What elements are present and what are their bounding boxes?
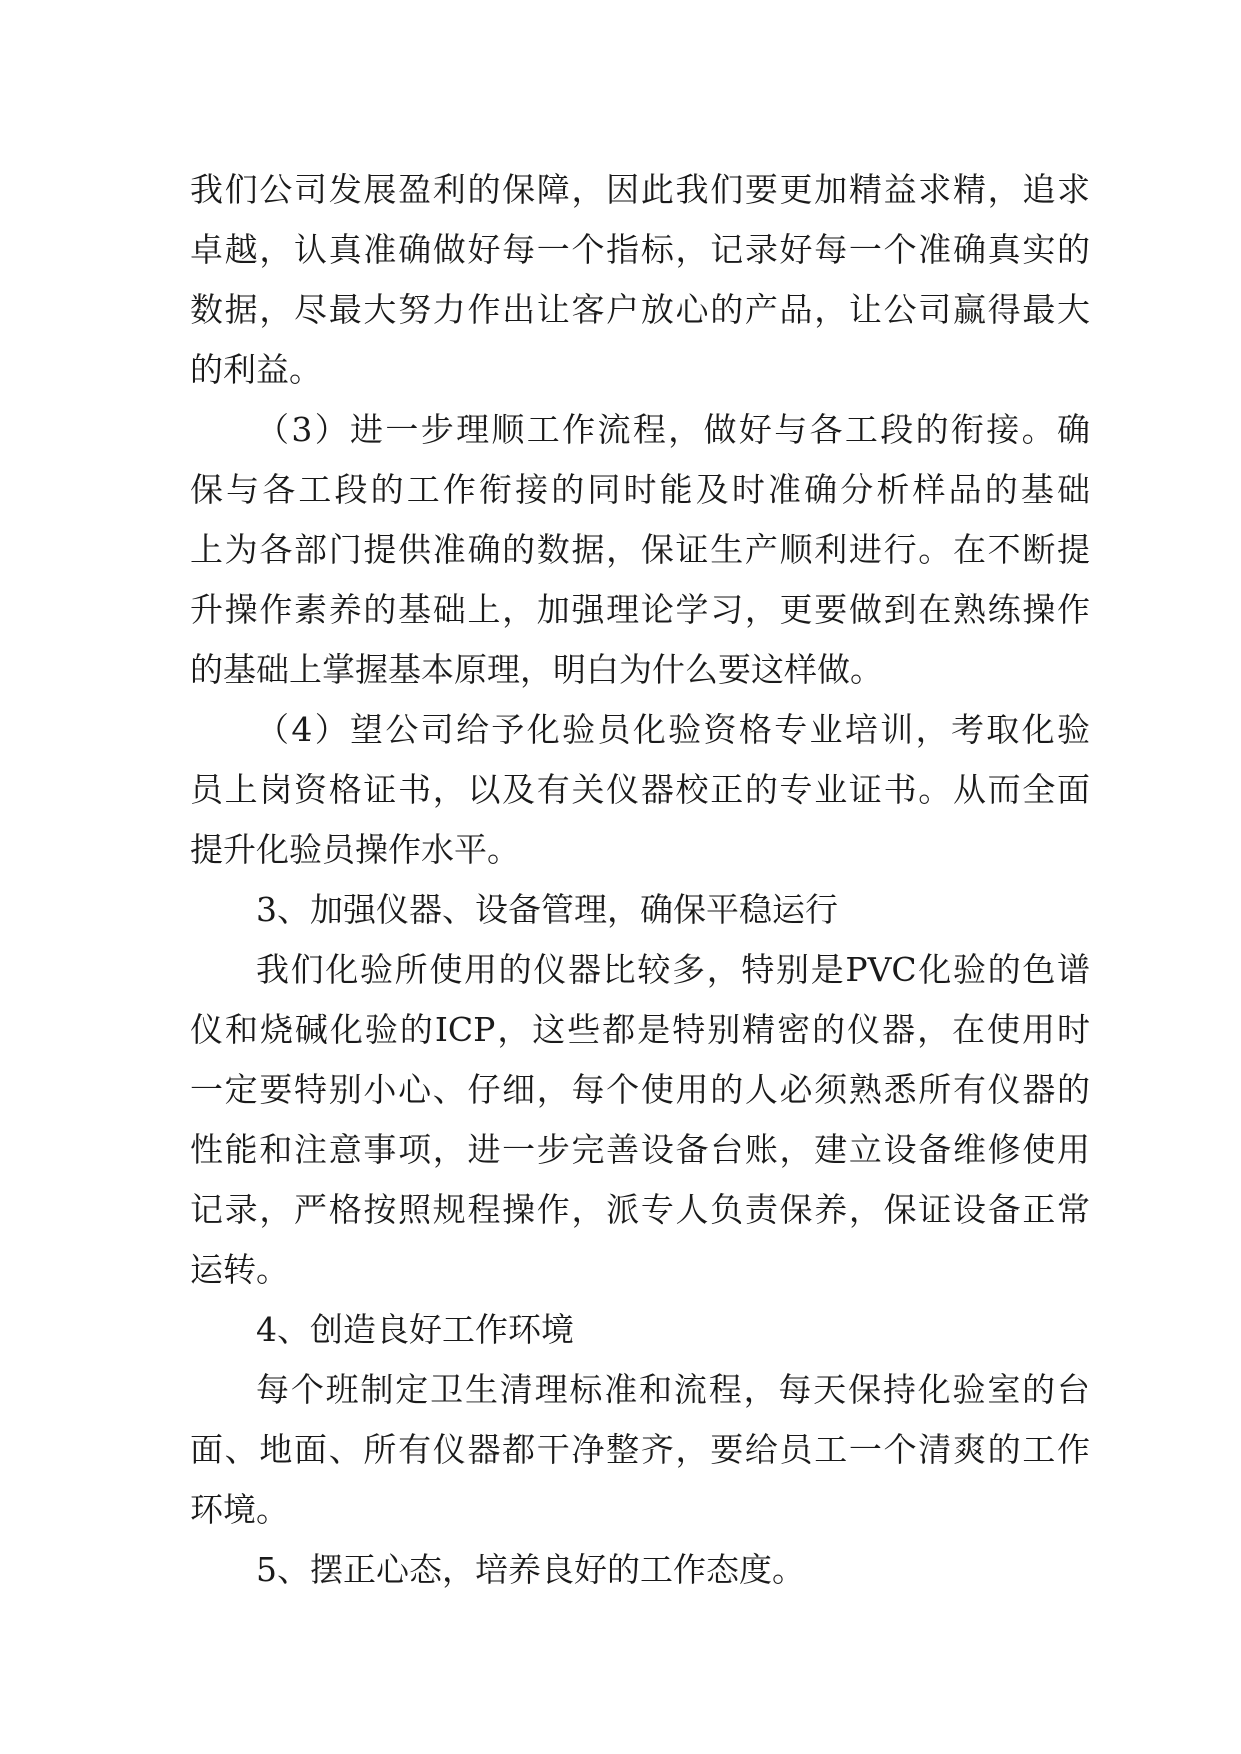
text-line: 仪和烧碱化验的ICP，这些都是特别精密的仪器，在使用时 [190, 1010, 1090, 1049]
section-heading: 4、创造良好工作环境 [256, 1310, 574, 1349]
text-line: 性能和注意事项，进一步完善设备台账，建立设备维修使用 [190, 1130, 1090, 1169]
text-line: 每个班制定卫生清理标准和流程，每天保持化验室的台 [256, 1370, 1090, 1409]
section-heading: 3、加强仪器、设备管理，确保平稳运行 [256, 890, 838, 929]
text-line: 员上岗资格证书，以及有关仪器校正的专业证书。从而全面 [190, 770, 1090, 809]
section-heading: 5、摆正心态，培养良好的工作态度。 [256, 1550, 805, 1589]
text-line: （4）望公司给予化验员化验资格专业培训，考取化验 [256, 710, 1090, 749]
text-line: 卓越，认真准确做好每一个指标，记录好每一个准确真实的 [190, 230, 1090, 269]
document-body [190, 160, 1090, 1600]
text-line: 数据，尽最大努力作出让客户放心的产品，让公司赢得最大 [190, 290, 1090, 329]
text-line: 提升化验员操作水平。 [190, 830, 520, 869]
text-line: 的基础上掌握基本原理，明白为什么要这样做。 [190, 650, 883, 689]
text-line: 的利益。 [190, 350, 322, 389]
text-line: 我们公司发展盈利的保障，因此我们要更加精益求精，追求 [190, 170, 1090, 209]
text-line: 一定要特别小心、仔细，每个使用的人必须熟悉所有仪器的 [190, 1070, 1090, 1109]
text-line: （3）进一步理顺工作流程，做好与各工段的衔接。确 [256, 410, 1090, 449]
text-line: 上为各部门提供准确的数据，保证生产顺利进行。在不断提 [190, 530, 1090, 569]
text-line: 保与各工段的工作衔接的同时能及时准确分析样品的基础 [190, 470, 1090, 509]
text-line: 升操作素养的基础上，加强理论学习，更要做到在熟练操作 [190, 590, 1090, 629]
text-line: 面、地面、所有仪器都干净整齐，要给员工一个清爽的工作 [190, 1430, 1090, 1469]
text-line: 记录，严格按照规程操作，派专人负责保养，保证设备正常 [190, 1190, 1090, 1229]
text-line: 我们化验所使用的仪器比较多，特别是PVC化验的色谱 [256, 950, 1090, 989]
text-line: 运转。 [190, 1250, 289, 1289]
text-line: 环境。 [190, 1490, 289, 1529]
